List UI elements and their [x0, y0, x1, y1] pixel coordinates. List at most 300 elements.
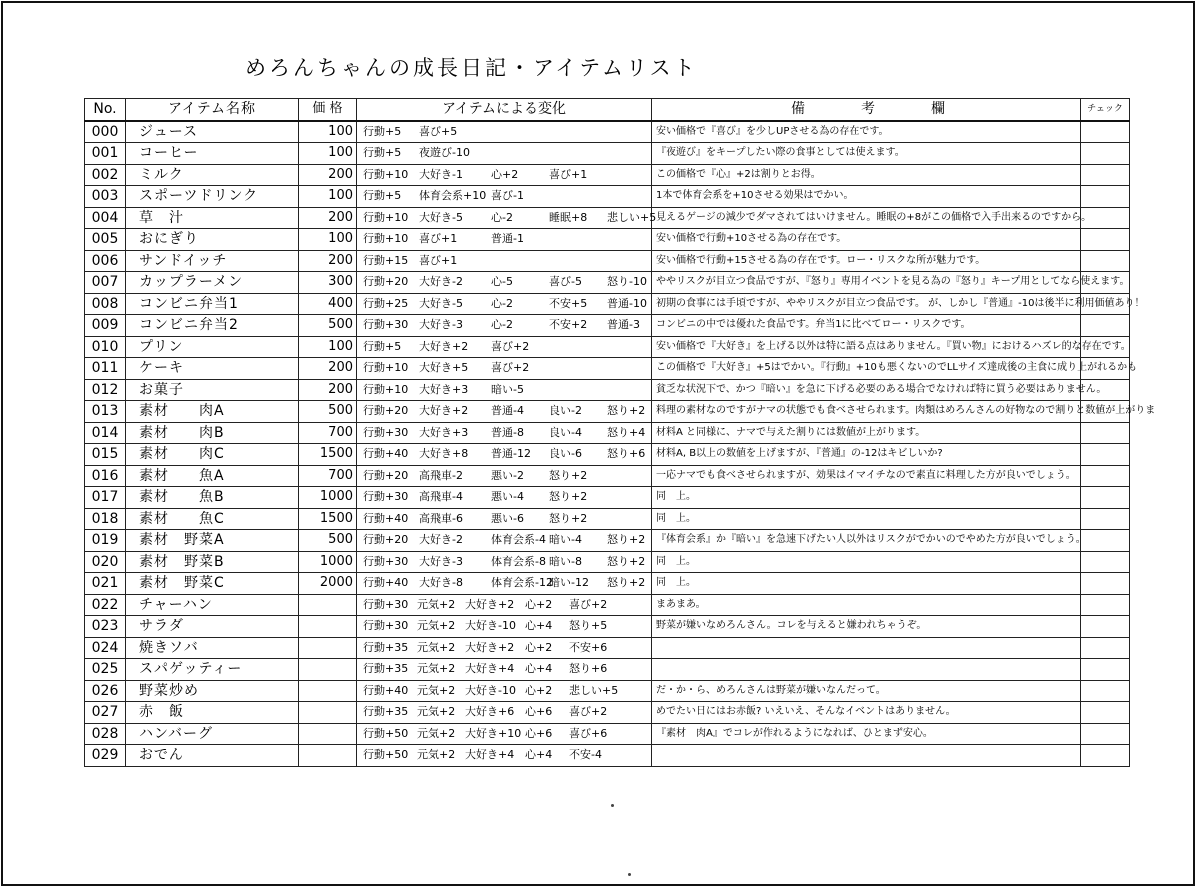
effect-value: 行動+5 — [363, 124, 402, 138]
item-no: 008 — [85, 293, 126, 315]
effect-value: 喜び+1 — [419, 253, 458, 267]
check-cell[interactable] — [1081, 530, 1130, 552]
item-no: 021 — [85, 573, 126, 595]
effect-value: 怒り+2 — [549, 490, 588, 504]
item-no: 029 — [85, 745, 126, 767]
effect-value: 怒り+4 — [607, 425, 646, 439]
effect-value: 心-2 — [491, 318, 513, 332]
effect-value: 大好き+2 — [465, 597, 515, 611]
item-note: この価格で『心』+2は割りとお得。 — [652, 164, 1081, 186]
item-effects — [357, 379, 652, 401]
check-cell[interactable] — [1081, 164, 1130, 186]
item-effects — [357, 315, 652, 337]
table-row — [85, 723, 1130, 745]
item-effects — [357, 594, 652, 616]
effect-value: 行動+35 — [363, 640, 409, 654]
check-cell[interactable] — [1081, 315, 1130, 337]
table-body — [85, 121, 1156, 767]
effect-value: 行動+5 — [363, 189, 402, 203]
item-name: お菓子 — [126, 379, 299, 401]
effect-value: 普通-4 — [491, 404, 524, 418]
item-price: 200 — [299, 164, 357, 186]
effect-value: 元気+2 — [417, 619, 456, 633]
item-price — [299, 659, 357, 681]
item-name: 野菜炒め — [126, 680, 299, 702]
item-effects — [357, 143, 652, 165]
item-note: 同 上。 — [652, 508, 1081, 530]
item-note — [652, 745, 1081, 767]
item-name: おにぎり — [126, 229, 299, 251]
table-row — [85, 573, 1130, 595]
item-note: コンビニの中では優れた食品です。弁当1に比べてロー・リスクです。 — [652, 315, 1081, 337]
effect-value: 心+2 — [525, 597, 553, 611]
item-no: 001 — [85, 143, 126, 165]
effect-value: 夜遊び-10 — [419, 146, 470, 160]
check-cell[interactable] — [1081, 573, 1130, 595]
check-cell[interactable] — [1081, 745, 1130, 767]
table-row — [85, 272, 1130, 294]
item-price: 200 — [299, 358, 357, 380]
item-name: スパゲッティー — [126, 659, 299, 681]
table-row — [85, 551, 1130, 573]
effect-value: 大好き+3 — [419, 382, 469, 396]
effect-value: 大好き+8 — [419, 447, 469, 461]
item-name: コンビニ弁当2 — [126, 315, 299, 337]
effect-value: 大好き-8 — [419, 576, 463, 590]
table-row — [85, 379, 1130, 401]
item-name: おでん — [126, 745, 299, 767]
item-no: 024 — [85, 637, 126, 659]
effect-value: 行動+20 — [363, 275, 409, 289]
effect-value: 大好き-5 — [419, 296, 463, 310]
item-effects — [357, 680, 652, 702]
item-note: 安い価格で行動+10させる為の存在です。 — [652, 229, 1081, 251]
header-check: チェック — [1081, 99, 1130, 121]
effect-value: 大好き-5 — [419, 210, 463, 224]
item-effects — [357, 358, 652, 380]
header-price: 価 格 — [299, 99, 357, 121]
item-name: スポーツドリンク — [126, 186, 299, 208]
effect-value: 怒り+6 — [569, 662, 608, 676]
table-row — [85, 487, 1130, 509]
effect-value: 大好き+2 — [465, 640, 515, 654]
item-name: カップラーメン — [126, 272, 299, 294]
effect-value: 喜び+2 — [491, 339, 530, 353]
item-no: 005 — [85, 229, 126, 251]
effect-value: 高飛車-6 — [419, 511, 463, 525]
item-note: 『夜遊び』をキープしたい際の食事としては使えます。 — [652, 143, 1081, 165]
item-note: 見えるゲージの減少でダマされてはいけません。睡眠の+8がこの価格で入手出来るのですから。 — [652, 207, 1081, 229]
effect-value: 怒り+6 — [607, 447, 646, 461]
effect-value: 心-2 — [491, 210, 513, 224]
table-row — [85, 164, 1130, 186]
item-note: 『体育会系』か『暗い』を急速下げたい人以外はリスクがでかいのでやめた方が良いでしょう。 — [652, 530, 1081, 552]
table-row — [85, 594, 1130, 616]
check-cell[interactable] — [1081, 702, 1130, 724]
effect-value: 心+4 — [525, 662, 553, 676]
item-name: 素材 野菜B — [126, 551, 299, 573]
check-cell[interactable] — [1081, 659, 1130, 681]
check-cell[interactable] — [1081, 422, 1130, 444]
effect-value: 行動+35 — [363, 662, 409, 676]
effect-value: 悲しい+5 — [569, 683, 619, 697]
effect-value: 喜び+6 — [569, 726, 608, 740]
item-effects — [357, 573, 652, 595]
item-price: 1500 — [299, 444, 357, 466]
item-price — [299, 745, 357, 767]
item-effects — [357, 637, 652, 659]
effect-value: 悲しい+5 — [607, 210, 657, 224]
effect-value: 行動+40 — [363, 683, 409, 697]
effect-value: 大好き+4 — [465, 662, 515, 676]
effect-value: 喜び+1 — [419, 232, 458, 246]
item-note: 同 上。 — [652, 487, 1081, 509]
check-cell[interactable] — [1081, 143, 1130, 165]
item-effects — [357, 207, 657, 229]
item-no: 022 — [85, 594, 126, 616]
check-cell[interactable] — [1081, 250, 1130, 272]
header-name: アイテム名称 — [126, 99, 299, 121]
item-effects — [357, 444, 652, 466]
item-price: 700 — [299, 465, 357, 487]
item-price: 1000 — [299, 551, 357, 573]
effect-value: 不安-4 — [569, 748, 602, 762]
item-note: めでたい日にはお赤飯? いえいえ、そんなイベントはありません。 — [652, 702, 1081, 724]
item-note — [652, 637, 1081, 659]
table-row — [85, 508, 1130, 530]
table-row — [85, 702, 1130, 724]
effect-value: 心+2 — [491, 167, 519, 181]
effect-value: 怒り+2 — [607, 576, 646, 590]
effect-value: 行動+10 — [363, 382, 409, 396]
check-cell[interactable] — [1081, 594, 1130, 616]
item-name: 草 汁 — [126, 207, 299, 229]
effect-value: 元気+2 — [417, 705, 456, 719]
item-effects — [357, 422, 652, 444]
item-note: 安い価格で『喜び』を少しUPさせる為の存在です。 — [652, 121, 1081, 143]
table-row — [85, 616, 1130, 638]
effect-value: 行動+35 — [363, 705, 409, 719]
item-price: 2000 — [299, 573, 357, 595]
effect-value: 行動+30 — [363, 318, 409, 332]
table-row — [85, 530, 1130, 552]
item-note: 安い価格で行動+15させる為の存在です。ロー・リスクな所が魅力です。 — [652, 250, 1081, 272]
effect-value: 行動+20 — [363, 404, 409, 418]
table-row — [85, 186, 1130, 208]
effect-value: 高飛車-4 — [419, 490, 463, 504]
item-effects — [357, 272, 652, 294]
item-no: 011 — [85, 358, 126, 380]
item-price: 200 — [299, 250, 357, 272]
item-no: 028 — [85, 723, 126, 745]
effect-value: 行動+5 — [363, 146, 402, 160]
item-price — [299, 723, 357, 745]
table-row — [85, 293, 1130, 315]
effect-value: 大好き+2 — [419, 404, 469, 418]
item-no: 000 — [85, 121, 126, 143]
effect-value: 行動+25 — [363, 296, 409, 310]
check-cell[interactable] — [1081, 229, 1130, 251]
table-row — [85, 680, 1130, 702]
effect-value: 大好き+10 — [465, 726, 522, 740]
effect-value: 喜び+2 — [569, 597, 608, 611]
check-cell[interactable] — [1081, 186, 1130, 208]
item-price: 200 — [299, 207, 357, 229]
check-cell[interactable] — [1081, 616, 1130, 638]
item-name: コーヒー — [126, 143, 299, 165]
effect-value: 心+6 — [525, 726, 553, 740]
item-note: 料理の素材なのですがナマの状態でも食べさせられます。肉類はめろんさんの好物なので割りと数値が上がりま — [652, 401, 1081, 423]
effect-value: 喜び+2 — [491, 361, 530, 375]
effect-value: 大好き+3 — [419, 425, 469, 439]
item-name: チャーハン — [126, 594, 299, 616]
item-no: 018 — [85, 508, 126, 530]
effect-value: 普通-8 — [491, 425, 524, 439]
effect-value: 体育会系+10 — [419, 189, 487, 203]
item-price: 300 — [299, 272, 357, 294]
table-row — [85, 659, 1130, 681]
effect-value: 行動+10 — [363, 361, 409, 375]
item-note: 野菜が嫌いなめろんさん。コレを与えると嫌われちゃうぞ。 — [652, 616, 1081, 638]
item-price: 1500 — [299, 508, 357, 530]
table-row — [85, 143, 1130, 165]
item-price: 100 — [299, 121, 357, 143]
effect-value: 不安+5 — [549, 296, 588, 310]
item-name: サラダ — [126, 616, 299, 638]
check-cell[interactable] — [1081, 121, 1130, 143]
item-effects — [357, 551, 652, 573]
effect-value: 高飛車-2 — [419, 468, 463, 482]
check-cell[interactable] — [1081, 508, 1130, 530]
item-note: ややリスクが目立つ食品ですが、『怒り』専用イベントを見る為の『怒り』キープ用としてなら使えます。 — [652, 272, 1081, 294]
item-effects — [357, 487, 652, 509]
check-cell[interactable] — [1081, 487, 1130, 509]
effect-value: 行動+10 — [363, 167, 409, 181]
item-no: 019 — [85, 530, 126, 552]
item-effects — [357, 530, 652, 552]
effect-value: 普通-3 — [607, 318, 640, 332]
scan-speck — [628, 873, 631, 876]
effect-value: 喜び-1 — [491, 189, 524, 203]
table-row — [85, 465, 1130, 487]
item-note: まあまあ。 — [652, 594, 1081, 616]
item-effects — [357, 659, 652, 681]
item-name: 素材 魚B — [126, 487, 299, 509]
item-note: この価格で『大好き』+5はでかい。『行動』+10も悪くないのでLLサイズ達成後の主食に成り上がれるかも — [652, 358, 1081, 380]
item-price — [299, 594, 357, 616]
effect-value: 心+4 — [525, 748, 553, 762]
item-name: ケーキ — [126, 358, 299, 380]
item-note: 1本で体育会系を+10させる効果はでかい。 — [652, 186, 1081, 208]
effect-value: 元気+2 — [417, 662, 456, 676]
effect-value: 行動+20 — [363, 533, 409, 547]
effect-value: 悪い-6 — [491, 511, 524, 525]
item-no: 023 — [85, 616, 126, 638]
effect-value: 行動+30 — [363, 597, 409, 611]
item-price: 500 — [299, 401, 357, 423]
effect-value: 怒り+2 — [607, 554, 646, 568]
item-effects — [357, 164, 652, 186]
header-effects: アイテムによる変化 — [357, 99, 652, 121]
effect-value: 不安+2 — [549, 318, 588, 332]
effect-value: 暗い-12 — [549, 576, 589, 590]
effect-value: 行動+30 — [363, 490, 409, 504]
item-no: 020 — [85, 551, 126, 573]
effect-value: 大好き+2 — [419, 339, 469, 353]
item-price: 500 — [299, 315, 357, 337]
effect-value: 行動+10 — [363, 210, 409, 224]
effect-value: 喜び+5 — [419, 124, 458, 138]
item-effects — [357, 293, 652, 315]
table-row — [85, 229, 1130, 251]
item-no: 025 — [85, 659, 126, 681]
item-name: 素材 野菜C — [126, 573, 299, 595]
item-note: だ・か・ら、めろんさんは野菜が嫌いなんだって。 — [652, 680, 1081, 702]
item-note: 材料A と同様に、ナマで与えた割りには数値が上がります。 — [652, 422, 1081, 444]
check-cell[interactable] — [1081, 444, 1130, 466]
item-name: 素材 野菜A — [126, 530, 299, 552]
table-row — [85, 315, 1130, 337]
item-effects — [357, 723, 652, 745]
item-effects — [357, 229, 652, 251]
item-name: ハンバーグ — [126, 723, 299, 745]
item-effects — [357, 508, 652, 530]
item-name: ジュース — [126, 121, 299, 143]
effect-value: 心-5 — [491, 275, 513, 289]
item-effects — [357, 250, 652, 272]
effect-value: 大好き+4 — [465, 748, 515, 762]
effect-value: 喜び+2 — [569, 705, 608, 719]
item-effects — [357, 401, 652, 423]
item-note: 同 上。 — [652, 573, 1081, 595]
header-notes: 備 考 欄 — [652, 99, 1081, 121]
item-price — [299, 702, 357, 724]
effect-value: 大好き+6 — [465, 705, 515, 719]
check-cell[interactable] — [1081, 637, 1130, 659]
table-row — [85, 637, 1130, 659]
table-row — [85, 250, 1130, 272]
effect-value: 行動+10 — [363, 232, 409, 246]
item-no: 014 — [85, 422, 126, 444]
effect-value: 行動+50 — [363, 748, 409, 762]
effect-value: 悪い-4 — [491, 490, 524, 504]
item-name: 赤 飯 — [126, 702, 299, 724]
item-effects — [357, 465, 652, 487]
effect-value: 喜び+1 — [549, 167, 588, 181]
item-no: 006 — [85, 250, 126, 272]
effect-value: 行動+20 — [363, 468, 409, 482]
item-name: プリン — [126, 336, 299, 358]
item-price: 700 — [299, 422, 357, 444]
item-price: 200 — [299, 379, 357, 401]
effect-value: 暗い-8 — [549, 554, 582, 568]
item-note: 安い価格で『大好き』を上げる以外は特に語る点はありません。『買い物』におけるハズレ的な存在です。 — [652, 336, 1081, 358]
effect-value: 普通-1 — [491, 232, 524, 246]
item-price: 400 — [299, 293, 357, 315]
effect-value: 不安+6 — [569, 640, 608, 654]
effect-value: 行動+30 — [363, 425, 409, 439]
effect-value: 心-2 — [491, 296, 513, 310]
item-no: 017 — [85, 487, 126, 509]
item-effects — [357, 616, 652, 638]
item-effects — [357, 745, 652, 767]
effect-value: 普通-12 — [491, 447, 531, 461]
effect-value: 大好き-3 — [419, 554, 463, 568]
scan-speck — [611, 804, 614, 807]
effect-value: 大好き-2 — [419, 533, 463, 547]
effect-value: 大好き-1 — [419, 167, 463, 181]
effect-value: 怒り+5 — [569, 619, 608, 633]
item-price: 1000 — [299, 487, 357, 509]
table-row — [85, 207, 1130, 229]
check-cell[interactable] — [1081, 551, 1130, 573]
item-effects — [357, 186, 652, 208]
effect-value: 体育会系-4 — [491, 533, 546, 547]
item-table — [84, 98, 1156, 767]
item-effects — [357, 702, 652, 724]
effect-value: 行動+40 — [363, 576, 409, 590]
effect-value: 良い-4 — [549, 425, 582, 439]
item-note: 同 上。 — [652, 551, 1081, 573]
table-row — [85, 358, 1130, 380]
item-price: 100 — [299, 336, 357, 358]
item-no: 015 — [85, 444, 126, 466]
effect-value: 行動+30 — [363, 619, 409, 633]
item-name: 素材 魚C — [126, 508, 299, 530]
item-note: 材料A, B以上の数値を上げますが、『普通』の-12はキビしいか? — [652, 444, 1081, 466]
table-row — [85, 444, 1130, 466]
effect-value: 普通-10 — [607, 296, 647, 310]
item-no: 026 — [85, 680, 126, 702]
item-no: 012 — [85, 379, 126, 401]
item-note: 初期の食事には手頃ですが、ややリスクが目立つ食品です。 が、しかし『普通』-10は後半に利用価値あり！ — [652, 293, 1081, 315]
item-effects — [357, 121, 652, 143]
effect-value: 怒り+2 — [607, 533, 646, 547]
effect-value: 良い-6 — [549, 447, 582, 461]
item-no: 013 — [85, 401, 126, 423]
item-no: 007 — [85, 272, 126, 294]
item-name: 素材 肉C — [126, 444, 299, 466]
item-note: 貧乏な状況下で、かつ『暗い』を急に下げる必要のある場合でなければ特に買う必要はありません。 — [652, 379, 1081, 401]
effect-value: 行動+30 — [363, 554, 409, 568]
effect-value: 心+2 — [525, 683, 553, 697]
check-cell[interactable] — [1081, 680, 1130, 702]
effect-value: 元気+2 — [417, 683, 456, 697]
item-note: 『素材 肉A』でコレが作れるようになれば、ひとまず安心。 — [652, 723, 1081, 745]
effect-value: 怒り+2 — [607, 404, 646, 418]
item-price: 100 — [299, 229, 357, 251]
effect-value: 行動+40 — [363, 447, 409, 461]
table-row — [85, 336, 1130, 358]
item-price — [299, 680, 357, 702]
item-effects — [357, 336, 652, 358]
effect-value: 悪い-2 — [491, 468, 524, 482]
item-name: 素材 魚A — [126, 465, 299, 487]
item-name: 素材 肉B — [126, 422, 299, 444]
table-row — [85, 401, 1130, 423]
table-row — [85, 745, 1130, 767]
table-header-row — [85, 99, 1130, 121]
check-cell[interactable] — [1081, 723, 1130, 745]
effect-value: 怒り-10 — [607, 275, 647, 289]
item-price: 100 — [299, 186, 357, 208]
check-cell[interactable] — [1081, 465, 1130, 487]
item-price: 500 — [299, 530, 357, 552]
item-no: 002 — [85, 164, 126, 186]
effect-value: 大好き-10 — [465, 619, 516, 633]
effect-value: 体育会系-12 — [491, 576, 553, 590]
effect-value: 大好き-3 — [419, 318, 463, 332]
